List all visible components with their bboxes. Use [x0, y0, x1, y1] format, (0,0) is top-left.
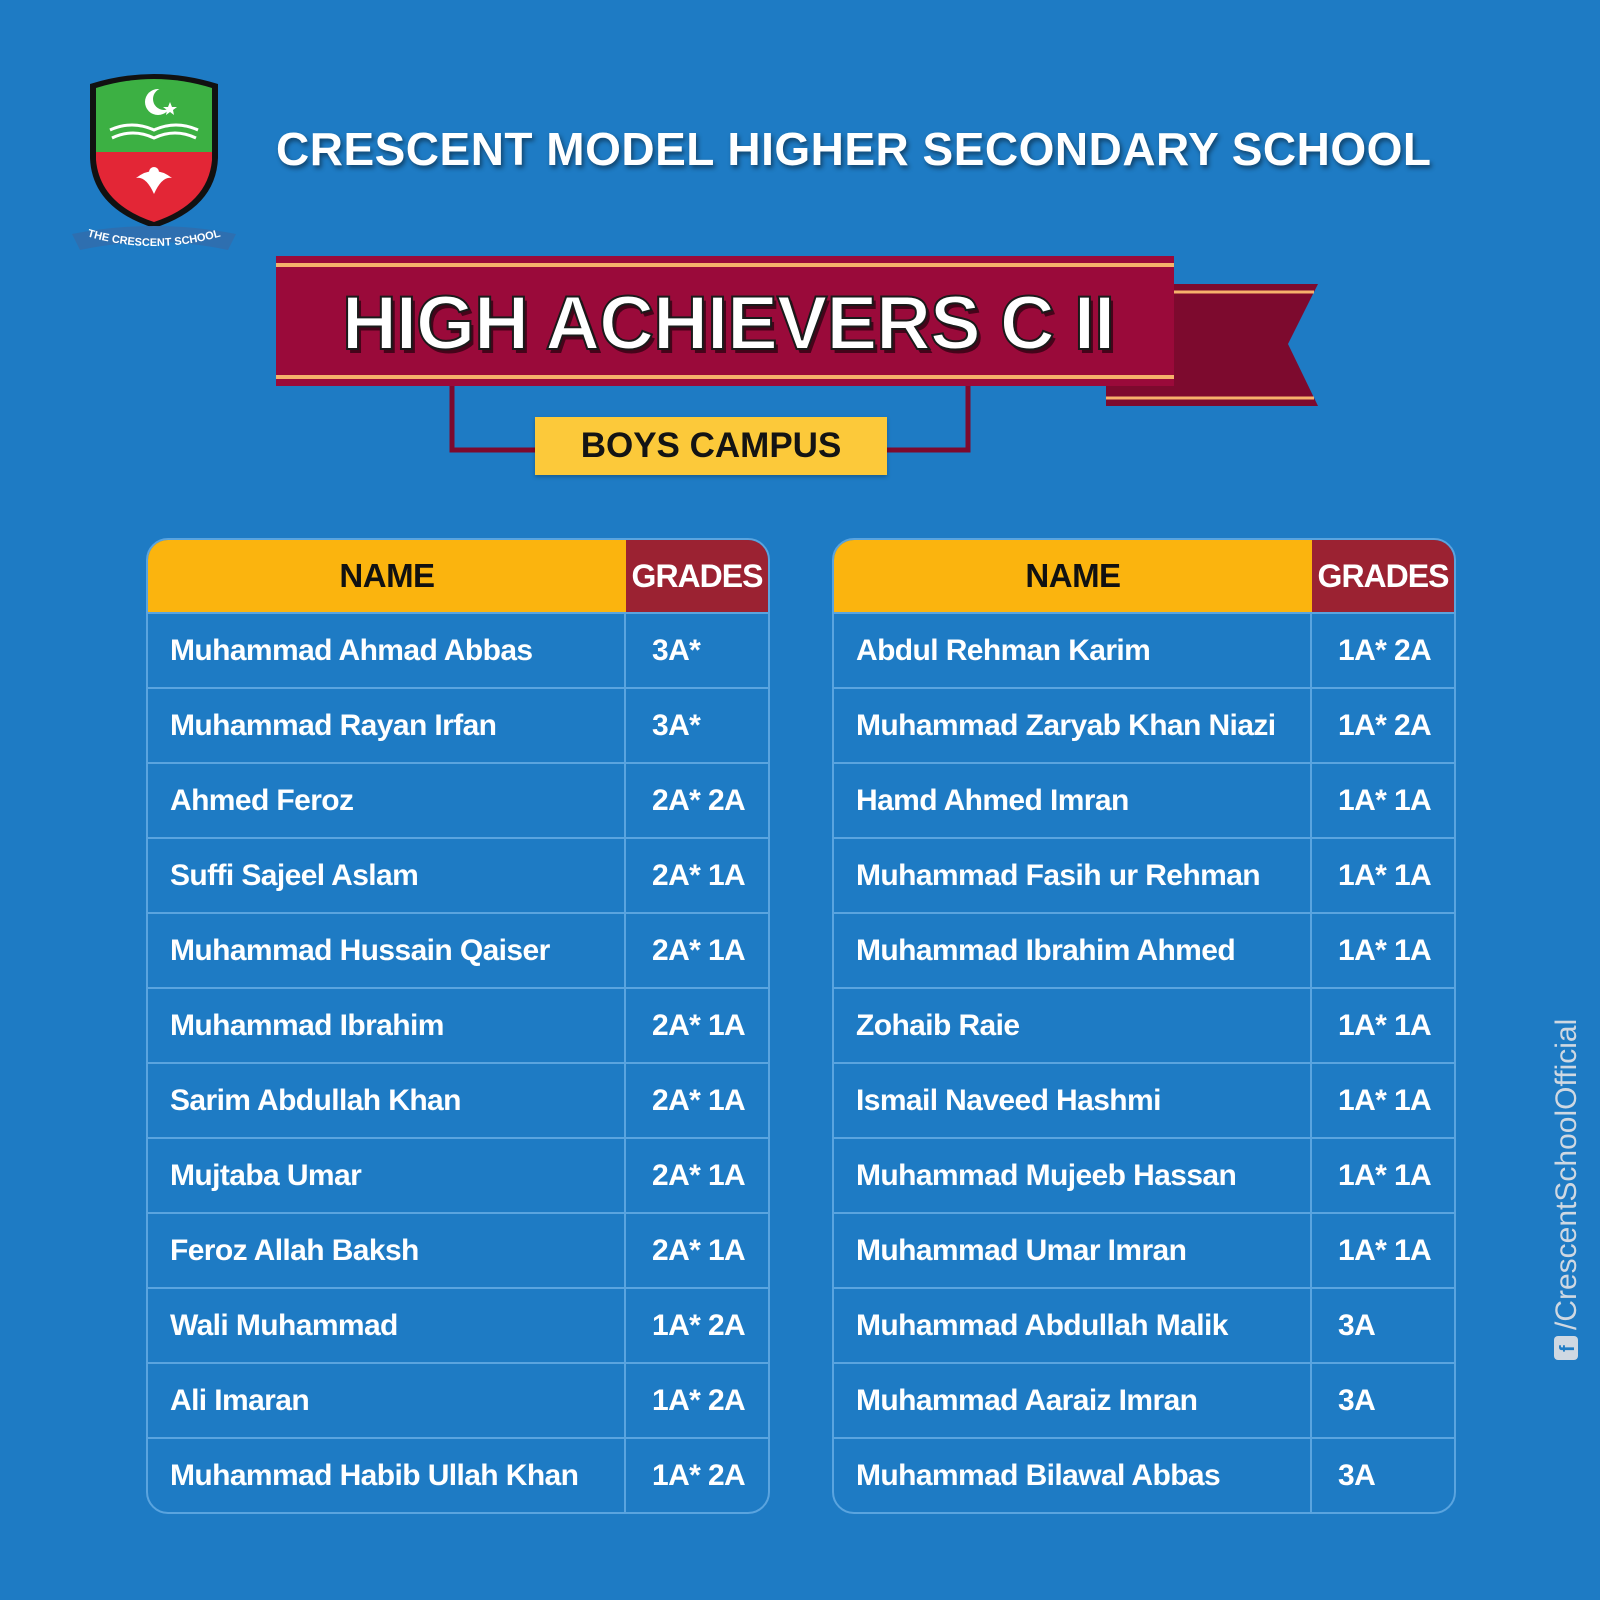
- grades-cell: 3A*: [652, 633, 701, 667]
- grades-cell: 1A* 1A: [1338, 1158, 1432, 1192]
- student-name-cell: Muhammad Umar Imran: [834, 1214, 1312, 1287]
- achievers-table-left: [146, 538, 770, 1514]
- table-body: [834, 612, 1454, 1512]
- campus-badge: BOYS CAMPUS: [535, 417, 887, 475]
- table-row: [148, 987, 768, 1062]
- table-row: [148, 1362, 768, 1437]
- grades-cell: 1A* 1A: [1338, 1008, 1432, 1042]
- grades-cell: 1A* 2A: [652, 1308, 746, 1342]
- table-row: [148, 1137, 768, 1212]
- student-name-cell: Zohaib Raie: [834, 989, 1312, 1062]
- grades-cell: 2A* 2A: [652, 783, 746, 817]
- table-row: [834, 687, 1454, 762]
- grades-cell: 1A* 1A: [1338, 1083, 1432, 1117]
- grades-cell: 2A* 1A: [652, 933, 746, 967]
- student-name-cell: Wali Muhammad: [148, 1289, 626, 1362]
- grades-cell: 1A* 1A: [1338, 1233, 1432, 1267]
- student-name-cell: Muhammad Ibrahim: [148, 989, 626, 1062]
- table-row: [148, 1287, 768, 1362]
- table-row: [148, 687, 768, 762]
- name-column-header: NAME: [148, 540, 626, 612]
- table-row: [834, 762, 1454, 837]
- school-name: CRESCENT MODEL HIGHER SECONDARY SCHOOL: [276, 123, 1432, 175]
- grades-column-header: GRADES: [1312, 540, 1454, 612]
- student-name-cell: Abdul Rehman Karim: [834, 614, 1312, 687]
- grades-cell: 3A: [1338, 1308, 1376, 1342]
- school-crest-logo: [66, 68, 242, 264]
- grades-cell: 1A* 2A: [652, 1383, 746, 1417]
- table-header: [834, 540, 1454, 612]
- grades-cell: 1A* 2A: [652, 1458, 746, 1492]
- grades-cell: 3A*: [652, 708, 701, 742]
- grades-cell: 2A* 1A: [652, 1158, 746, 1192]
- student-name-cell: Muhammad Hussain Qaiser: [148, 914, 626, 987]
- student-name-cell: Feroz Allah Baksh: [148, 1214, 626, 1287]
- achievers-table-right: [832, 538, 1456, 1514]
- table-row: [834, 1137, 1454, 1212]
- grades-cell: 3A: [1338, 1383, 1376, 1417]
- table-row: [834, 912, 1454, 987]
- student-name-cell: Muhammad Ahmad Abbas: [148, 614, 626, 687]
- table-row: [148, 837, 768, 912]
- table-row: [148, 1212, 768, 1287]
- student-name-cell: Mujtaba Umar: [148, 1139, 626, 1212]
- table-row: [148, 1437, 768, 1512]
- student-name-cell: Muhammad Abdullah Malik: [834, 1289, 1312, 1362]
- grades-cell: 2A* 1A: [652, 1083, 746, 1117]
- banner-title: HIGH ACHIEVERS C II: [342, 281, 1115, 366]
- grades-cell: 1A* 2A: [1338, 708, 1432, 742]
- grades-cell: 1A* 1A: [1338, 783, 1432, 817]
- table-header: [148, 540, 768, 612]
- grades-cell: 2A* 1A: [652, 858, 746, 892]
- grades-column-header: GRADES: [626, 540, 768, 612]
- student-name-cell: Ali Imaran: [148, 1364, 626, 1437]
- table-row: [148, 1062, 768, 1137]
- student-name-cell: Suffi Sajeel Aslam: [148, 839, 626, 912]
- name-column-header: NAME: [834, 540, 1312, 612]
- grades-cell: 3A: [1338, 1458, 1376, 1492]
- student-name-cell: Muhammad Mujeeb Hassan: [834, 1139, 1312, 1212]
- student-name-cell: Muhammad Zaryab Khan Niazi: [834, 689, 1312, 762]
- table-row: [834, 1062, 1454, 1137]
- student-name-cell: Muhammad Ibrahim Ahmed: [834, 914, 1312, 987]
- table-row: [834, 987, 1454, 1062]
- student-name-cell: Ahmed Feroz: [148, 764, 626, 837]
- grades-cell: 1A* 2A: [1338, 633, 1432, 667]
- grades-cell: 2A* 1A: [652, 1233, 746, 1267]
- table-row: [834, 1437, 1454, 1512]
- table-row: [834, 837, 1454, 912]
- student-name-cell: Hamd Ahmed Imran: [834, 764, 1312, 837]
- student-name-cell: Sarim Abdullah Khan: [148, 1064, 626, 1137]
- table-row: [834, 1362, 1454, 1437]
- table-row: [148, 912, 768, 987]
- social-handle: [1544, 1000, 1594, 1360]
- student-name-cell: Muhammad Rayan Irfan: [148, 689, 626, 762]
- student-name-cell: Ismail Naveed Hashmi: [834, 1064, 1312, 1137]
- social-handle-text: /CrescentSchoolOfficial: [1550, 1018, 1583, 1330]
- svg-text:f: f: [1557, 1345, 1579, 1352]
- student-name-cell: Muhammad Aaraiz Imran: [834, 1364, 1312, 1437]
- table-row: [834, 1287, 1454, 1362]
- crest-ribbon-text: THE CRESCENT SCHOOL: [86, 227, 222, 250]
- table-row: [148, 762, 768, 837]
- table-row: [834, 612, 1454, 687]
- table-row: [148, 612, 768, 687]
- table-body: [148, 612, 768, 1512]
- student-name-cell: Muhammad Bilawal Abbas: [834, 1439, 1312, 1512]
- grades-cell: 1A* 1A: [1338, 858, 1432, 892]
- student-name-cell: Muhammad Fasih ur Rehman: [834, 839, 1312, 912]
- table-row: [834, 1212, 1454, 1287]
- grades-cell: 1A* 1A: [1338, 933, 1432, 967]
- student-name-cell: Muhammad Habib Ullah Khan: [148, 1439, 626, 1512]
- grades-cell: 2A* 1A: [652, 1008, 746, 1042]
